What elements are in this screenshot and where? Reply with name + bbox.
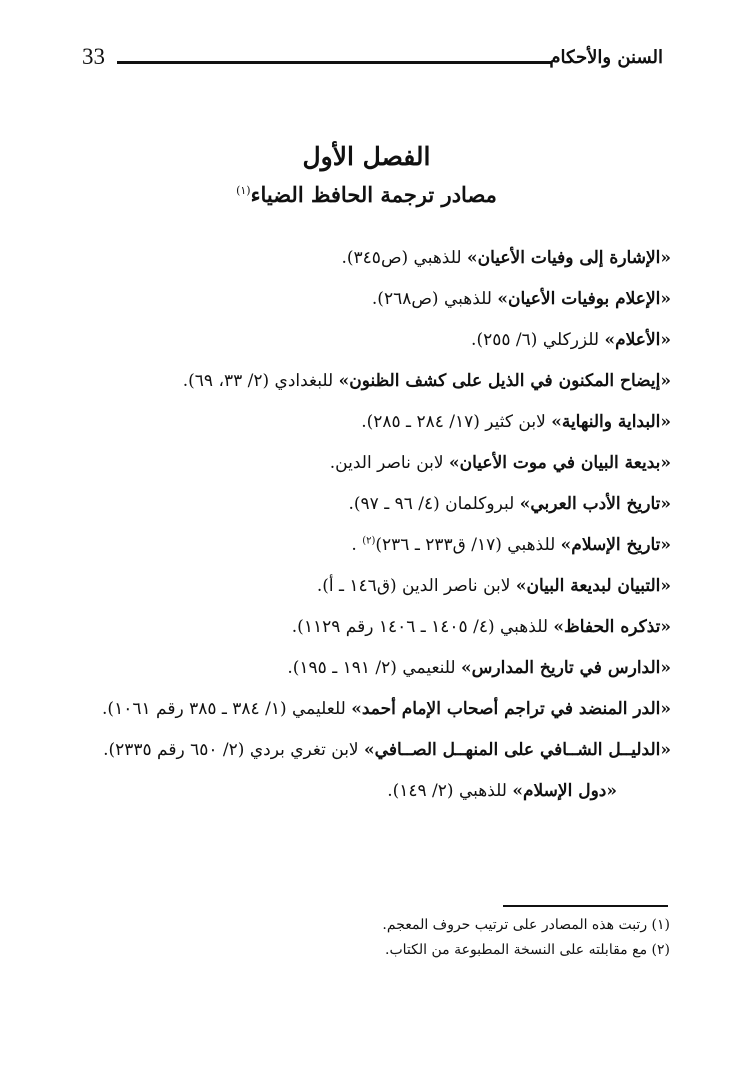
entry-detail: لبروكلمان (٤/ ٩٦ ـ ٩٧). [348,494,520,514]
entry-detail: للذهبي (٢/ ١٤٩). [387,781,513,801]
entry-title: «الدليــل الشــافي على المنهــل الصــافي» [364,740,671,760]
entry-title: «الدر المنضد في تراجم أصحاب الإمام أحمد» [351,699,671,719]
entry-detail: للعليمي (١/ ٣٨٤ ـ ٣٨٥ رقم ١٠٦١). [102,699,352,719]
footnote-separator [503,905,668,907]
chapter-heading [0,142,733,171]
entry-title: «بديعة البيان في موت الأعيان» [449,453,671,473]
entry-title: «البداية والنهاية» [551,412,671,432]
source-list [64,238,675,812]
entry-title: «تاريخ الإسلام» [560,535,671,555]
running-title: السنن والأحكام [549,47,663,68]
entry-detail: للزركلي (٦/ ٢٥٥). [471,330,605,350]
entry-detail: للذهبي (ص٣٤٥). [341,248,467,268]
entry-title: «التبيان لبديعة البيان» [515,576,671,596]
source-entry [64,484,675,525]
entry-title: «دول الإسلام» [512,781,617,801]
footnote-1: (١) رتبت هذه المصادر على ترتيب حروف المعجم. [382,917,670,933]
entry-tail: . [351,535,363,555]
chapter-subheading [0,182,733,207]
entry-detail: للنعيمي (٢/ ١٩١ ـ ١٩٥). [287,658,462,678]
header-rule [117,61,552,64]
source-entry [64,689,675,730]
source-entry [64,443,675,484]
source-entry [64,648,675,689]
source-entry [64,525,675,566]
footnote-ref-1: (١) [236,184,251,197]
entry-detail: لابن تغري بردي (٢/ ٦٥٠ رقم ٢٣٣٥). [103,740,365,760]
page-header [70,40,670,80]
source-entry [64,320,675,361]
entry-detail: للذهبي (١٧/ ق٢٣٣ ـ ٢٣٦) [375,535,561,555]
source-entry [64,566,675,607]
chapter-subtitle: مصادر ترجمة الحافظ الضياء [250,182,497,207]
footnote-2: (٢) مع مقابلته على النسخة المطبوعة من الكتاب. [385,942,670,958]
source-entry [64,607,675,648]
page-number: 33 [82,44,105,69]
source-entry [64,730,675,771]
source-entry [64,279,675,320]
entry-title: «الدارس في تاريخ المدارس» [461,658,671,678]
entry-detail: للذهبي (ص٢٦٨). [371,289,498,309]
entry-title: «الإشارة إلى وفيات الأعيان» [466,248,671,268]
entry-detail: للبغدادي (٢/ ٣٣، ٦٩). [182,371,339,391]
source-entry [64,361,675,402]
entry-title: «إيضاح المكنون في الذيل على كشف الظنون» [338,371,671,391]
entry-title: «تاريخ الأدب العربي» [519,494,671,514]
source-entry [64,771,675,812]
source-entry [64,238,675,279]
entry-title: «الأعلام» [604,330,671,350]
entry-detail: لابن ناصر الدين (ق١٤٦ ـ أ). [316,576,516,596]
entry-detail: للذهبي (٤/ ١٤٠٥ ـ ١٤٠٦ رقم ١١٢٩). [291,617,554,637]
chapter-title: الفصل الأول [302,142,431,171]
entry-detail: لابن كثير (١٧/ ٢٨٤ ـ ٢٨٥). [361,412,552,432]
source-entry [64,402,675,443]
entry-title: «تذكره الحفاظ» [553,617,671,637]
entry-detail: لابن ناصر الدين. [329,453,449,473]
entry-title: «الإعلام بوفيات الأعيان» [497,289,671,309]
footnotes [64,913,670,963]
footnote-ref-2: (٢) [362,535,376,547]
